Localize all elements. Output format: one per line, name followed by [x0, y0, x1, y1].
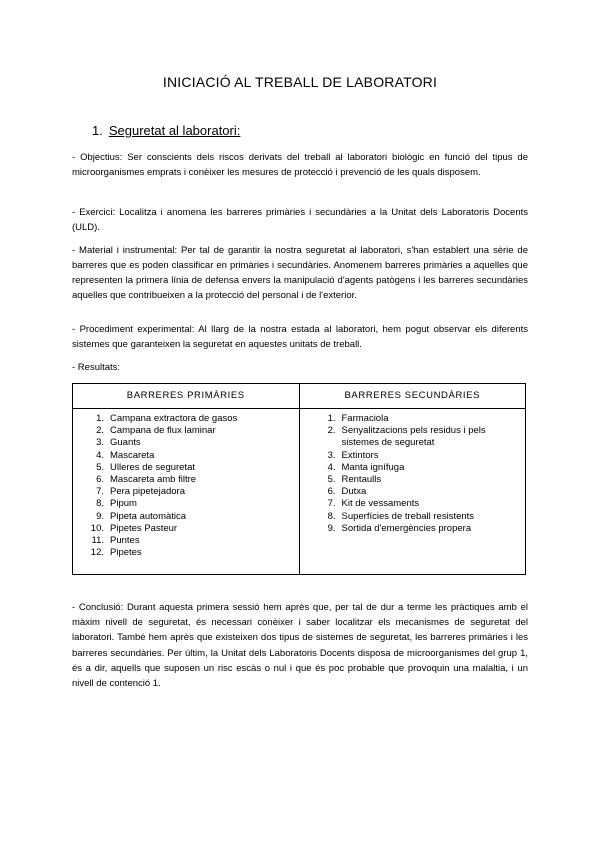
list-item-number: 3. — [96, 437, 104, 449]
section-heading — [92, 123, 240, 138]
paragraph-material: - Material i instrumental: Per tal de garantir la nostra seguretat al laboratori, s'han establert una sèrie de barreres que es poden classificar en primàries i secundàries. Anomenem barreres primàries a aquelles que representen la primera línia de defensa envers la manipulació d'agents patògens i les barreres secundàries aquelles que contribueixen a la protecció del personal i de l'exterior. — [72, 245, 528, 301]
list-item-number: 3. — [327, 449, 336, 461]
list-item — [300, 425, 526, 449]
list-item — [300, 486, 526, 498]
list-item — [73, 450, 299, 462]
paragraph-procediment: - Procediment experimental: Al llarg de la nostra estada al laboratori, hem pogut observar els diferents sistemes que garanteixen la seguretat en aquestes unitats de treball. — [72, 324, 528, 350]
primary-barriers-header: BARRERES PRIMÀRIES — [73, 384, 299, 409]
list-item-number: 1. — [327, 413, 336, 424]
list-item-text: Kit de vessaments — [341, 498, 420, 510]
list-item-number: 7. — [327, 498, 336, 510]
list-item-number: 8. — [96, 498, 104, 510]
list-item-number: 10. — [90, 522, 104, 534]
list-item — [73, 413, 299, 425]
list-item-text: Mascareta amb filtre — [110, 474, 197, 486]
list-item-number: 11. — [91, 535, 104, 547]
list-item-number: 4. — [327, 461, 336, 473]
barriers-table — [72, 383, 526, 575]
list-item — [300, 450, 526, 462]
list-item-text: Manta ignífuga — [341, 461, 405, 473]
list-item-text: Mascareta — [110, 449, 155, 461]
list-item-text: Campana de flux laminar — [110, 425, 216, 437]
list-item — [73, 511, 299, 523]
paragraph-conclusio: - Conclusió: Durant aquesta primera sessió hem après que, per tal de dur a terme les pràctiques amb el màxim nivell de seguretat, és necessari conèixer i saber localitzar els mecanismes de seguretat del laboratori. També hem après que existeixen dos tipus de sistemes de seguretat, les barreres primàries i les barreres secundàries. Per últim, la Unitat dels Laboratoris Docents disposa de microorganismes del grup 1, és a dir, aquells que suposen un risc escàs o nul i que és poc probable que provoquin una malaltia, i un nivell de contenció 1. — [72, 602, 528, 690]
list-item-text: Farmaciola — [341, 413, 389, 424]
list-item — [73, 437, 299, 449]
list-item-text: Pipetes — [110, 547, 142, 559]
list-item — [73, 425, 299, 437]
list-item — [300, 474, 526, 486]
section-number: 1. — [92, 123, 103, 138]
list-item — [73, 535, 299, 547]
list-item — [73, 547, 299, 559]
list-item — [300, 462, 526, 474]
primary-barriers-list — [73, 409, 299, 559]
list-item-text: Guants — [110, 437, 141, 449]
list-item-text: Senyalitzacions pels residus i pels sistemes de seguretat — [341, 425, 486, 449]
list-item — [300, 498, 526, 510]
list-item-number: 9. — [96, 510, 104, 522]
list-item-number: 4. — [96, 449, 104, 461]
secondary-barriers-header: BARRERES SECUNDÀRIES — [300, 384, 526, 409]
list-item-text: Puntes — [110, 535, 140, 547]
primary-barriers-column — [73, 384, 299, 574]
list-item-text: Pipetes Pasteur — [110, 522, 178, 534]
page-title: INICIACIÓ AL TREBALL DE LABORATORI — [162, 74, 438, 90]
list-item-number: 7. — [96, 486, 104, 498]
list-item-number: 5. — [96, 461, 104, 473]
list-item-text: Extintors — [341, 449, 379, 461]
list-item-number: 12. — [90, 547, 104, 559]
list-item — [300, 511, 526, 523]
list-item-text: Pipum — [110, 498, 137, 510]
list-item-text: Superfícies de treball resistents — [341, 510, 475, 522]
list-item-text: Dutxa — [341, 486, 367, 498]
list-item-text: Rentaulls — [341, 474, 382, 486]
list-item — [73, 474, 299, 486]
secondary-barriers-column — [299, 384, 526, 574]
list-item-number: 8. — [327, 510, 336, 522]
paragraph-resultats: - Resultats: — [72, 362, 121, 373]
list-item-number: 9. — [327, 522, 336, 534]
list-item-number: 6. — [96, 474, 104, 486]
section-label: Seguretat al laboratori: — [108, 123, 241, 138]
list-item-text: Sortida d'emergències propera — [341, 522, 472, 534]
list-item-number: 6. — [327, 486, 336, 498]
list-item — [73, 462, 299, 474]
list-item-text: Pera pipetejadora — [110, 486, 185, 498]
secondary-barriers-list — [300, 409, 526, 535]
list-item-number: 2. — [96, 425, 104, 437]
list-item-number: 2. — [327, 425, 336, 437]
list-item — [73, 486, 299, 498]
list-item-number: 1. — [96, 413, 104, 424]
list-item-text: Ulleres de seguretat — [110, 461, 196, 473]
list-item — [300, 523, 526, 535]
paragraph-objectius: - Objectius: Ser conscients dels riscos derivats del treball al laboratori biològic en funció del tipus de microorganismes emprats i conèixer les mesures de protecció i prevenció de les quals disposem. — [72, 152, 528, 178]
list-item — [300, 413, 526, 425]
list-item-text: Pipeta automàtica — [110, 510, 187, 522]
paragraph-exercici: - Exercici: Localitza i anomena les barreres primàries i secundàries a la Unitat dels Laboratoris Docents (ULD). — [72, 207, 528, 233]
list-item — [73, 498, 299, 510]
list-item-number: 5. — [327, 474, 336, 486]
list-item-text: Campana extractora de gasos — [110, 413, 238, 424]
list-item — [73, 523, 299, 535]
